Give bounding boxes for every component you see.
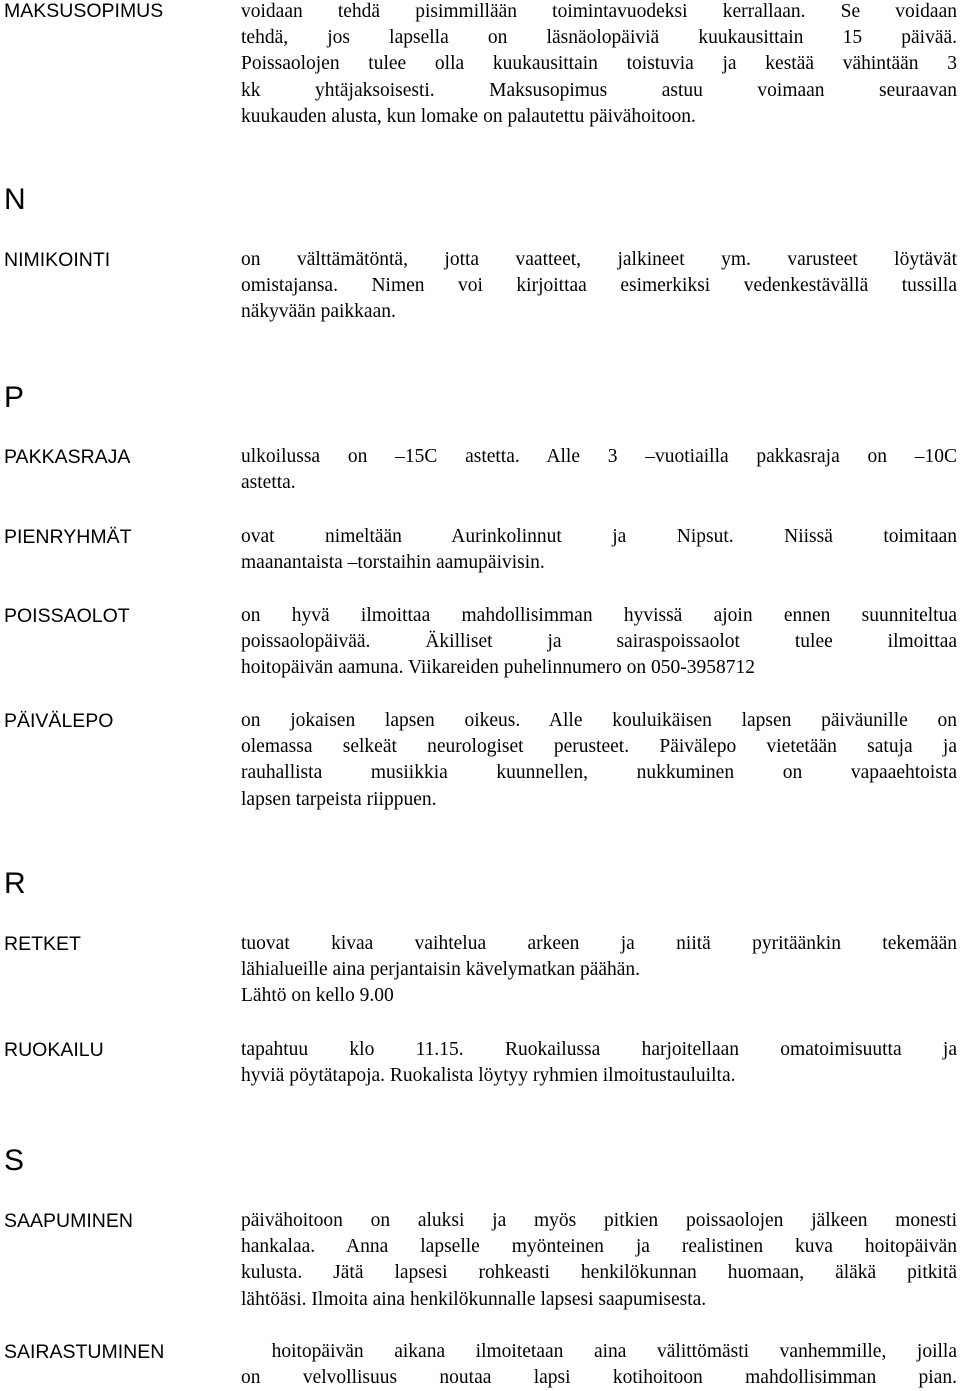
- term-pienryhmat: PIENRYHMÄT: [4, 526, 132, 548]
- term-pakkasraja: PAKKASRAJA: [4, 446, 131, 468]
- term-ruokailu: RUOKAILU: [4, 1039, 104, 1061]
- section-letter-r: R: [4, 867, 26, 900]
- definition-line: ulkoilussa on –15C astetta. Alle 3 –vuotiailla pakkasraja on –10C: [241, 446, 957, 467]
- definition-line: omistajansa. Nimen voi kirjoittaa esimerkiksi vedenkestävällä tussilla: [241, 275, 957, 297]
- definition-line: Lähtö on kello 9.00: [241, 985, 394, 1007]
- definition-sairastuminen: [241, 1339, 957, 1391]
- definition-line: olemassa selkeät neurologiset perusteet. Päivälepo vietetään satuja ja: [241, 736, 957, 758]
- definition-line: tapahtuu klo 11.15. Ruokailussa harjoitellaan omatoimisuutta ja: [241, 1039, 957, 1060]
- definition-line: on välttämätöntä, jotta vaatteet, jalkineet ym. varusteet löytävät: [241, 249, 957, 270]
- definition-ruokailu: [241, 1037, 957, 1089]
- definition-line: astetta.: [241, 472, 296, 494]
- definition-line: kk yhtäjaksoisesti. Maksusopimus astuu voimaan seuraavan: [241, 79, 957, 101]
- definition-nimikointi: [241, 247, 957, 326]
- definition-line: maanantaista –torstaihin aamupäivisin.: [241, 552, 545, 574]
- definition-saapuminen: [241, 1208, 957, 1313]
- definition-line: hoitopäivän aamuna. Viikareiden puhelinnumero on 050-3958712: [241, 657, 756, 679]
- definition-line: voidaan tehdä pisimmillään toimintavuodeksi kerrallaan. Se voidaan: [241, 1, 957, 22]
- definition-pienryhmat: [241, 524, 957, 576]
- definition-line: kulusta. Jätä lapsesi rohkeasti henkilökunnan huomaan, äläkä pitkitä: [241, 1262, 957, 1284]
- definition-line: hoitopäivän aikana ilmoitetaan aina välittömästi vanhemmille, joilla: [241, 1341, 957, 1362]
- definition-line: lähialueille aina perjantaisin kävelymatkan päähän.: [241, 959, 641, 981]
- definition-maksusopimus: [241, 0, 957, 130]
- definition-line: ovat nimeltään Aurinkolinnut ja Nipsut. Niissä toimitaan: [241, 526, 957, 547]
- definition-line: tuovat kivaa vaihtelua arkeen ja niitä pyritäänkin tekemään: [241, 933, 957, 954]
- definition-line: rauhallista musiikkia kuunnellen, nukkuminen on vapaaehtoista: [241, 762, 957, 784]
- term-maksusopimus: MAKSUSOPIMUS: [4, 0, 164, 22]
- definition-line: päivähoitoon on aluksi ja myös pitkien poissaolojen jälkeen monesti: [241, 1210, 957, 1231]
- definition-line: tehdä, jos lapsella on läsnäolopäiviä kuukausittain 15 päivää.: [241, 27, 957, 49]
- term-saapuminen: SAAPUMINEN: [4, 1210, 133, 1232]
- term-retket: RETKET: [4, 933, 81, 955]
- definition-line: hyviä pöytätapoja. Ruokalista löytyy ryhmien ilmoitustauluilta.: [241, 1065, 736, 1087]
- definition-retket: [241, 931, 957, 1010]
- term-poissaolot: POISSAOLOT: [4, 605, 130, 627]
- term-nimikointi: NIMIKOINTI: [4, 249, 111, 271]
- definition-line: on velvollisuus noutaa lapsi kotihoitoon mahdollisimman pian.: [241, 1367, 957, 1389]
- term-paivalepo: PÄIVÄLEPO: [4, 710, 114, 732]
- section-letter-p: P: [4, 381, 25, 414]
- definition-line: Poissaolojen tulee olla kuukausittain toistuvia ja kestää vähintään 3: [241, 53, 957, 75]
- section-letter-n: N: [4, 183, 26, 216]
- definition-line: lapsen tarpeista riippuen.: [241, 788, 437, 810]
- definition-line: hankalaa. Anna lapselle myönteinen ja realistinen kuva hoitopäivän: [241, 1236, 957, 1258]
- definition-line: näkyvään paikkaan.: [241, 301, 396, 323]
- term-sairastuminen: SAIRASTUMINEN: [4, 1341, 165, 1363]
- definition-pakkasraja: [241, 444, 957, 496]
- definition-line: kuukauden alusta, kun lomake on palautettu päivähoitoon.: [241, 105, 696, 127]
- definition-line: on jokaisen lapsen oikeus. Alle kouluikäisen lapsen päiväunille on: [241, 710, 957, 731]
- definition-poissaolot: [241, 603, 957, 682]
- definition-line: lähtöäsi. Ilmoita aina henkilökunnalle lapsesi saapumisesta.: [241, 1288, 707, 1310]
- section-letter-s: S: [4, 1144, 25, 1177]
- definition-paivalepo: [241, 708, 957, 813]
- definition-line: on hyvä ilmoittaa mahdollisimman hyvissä ajoin ennen suunniteltua: [241, 605, 957, 626]
- definition-line: poissaolopäivää. Äkilliset ja sairaspoissaolot tulee ilmoittaa: [241, 631, 957, 653]
